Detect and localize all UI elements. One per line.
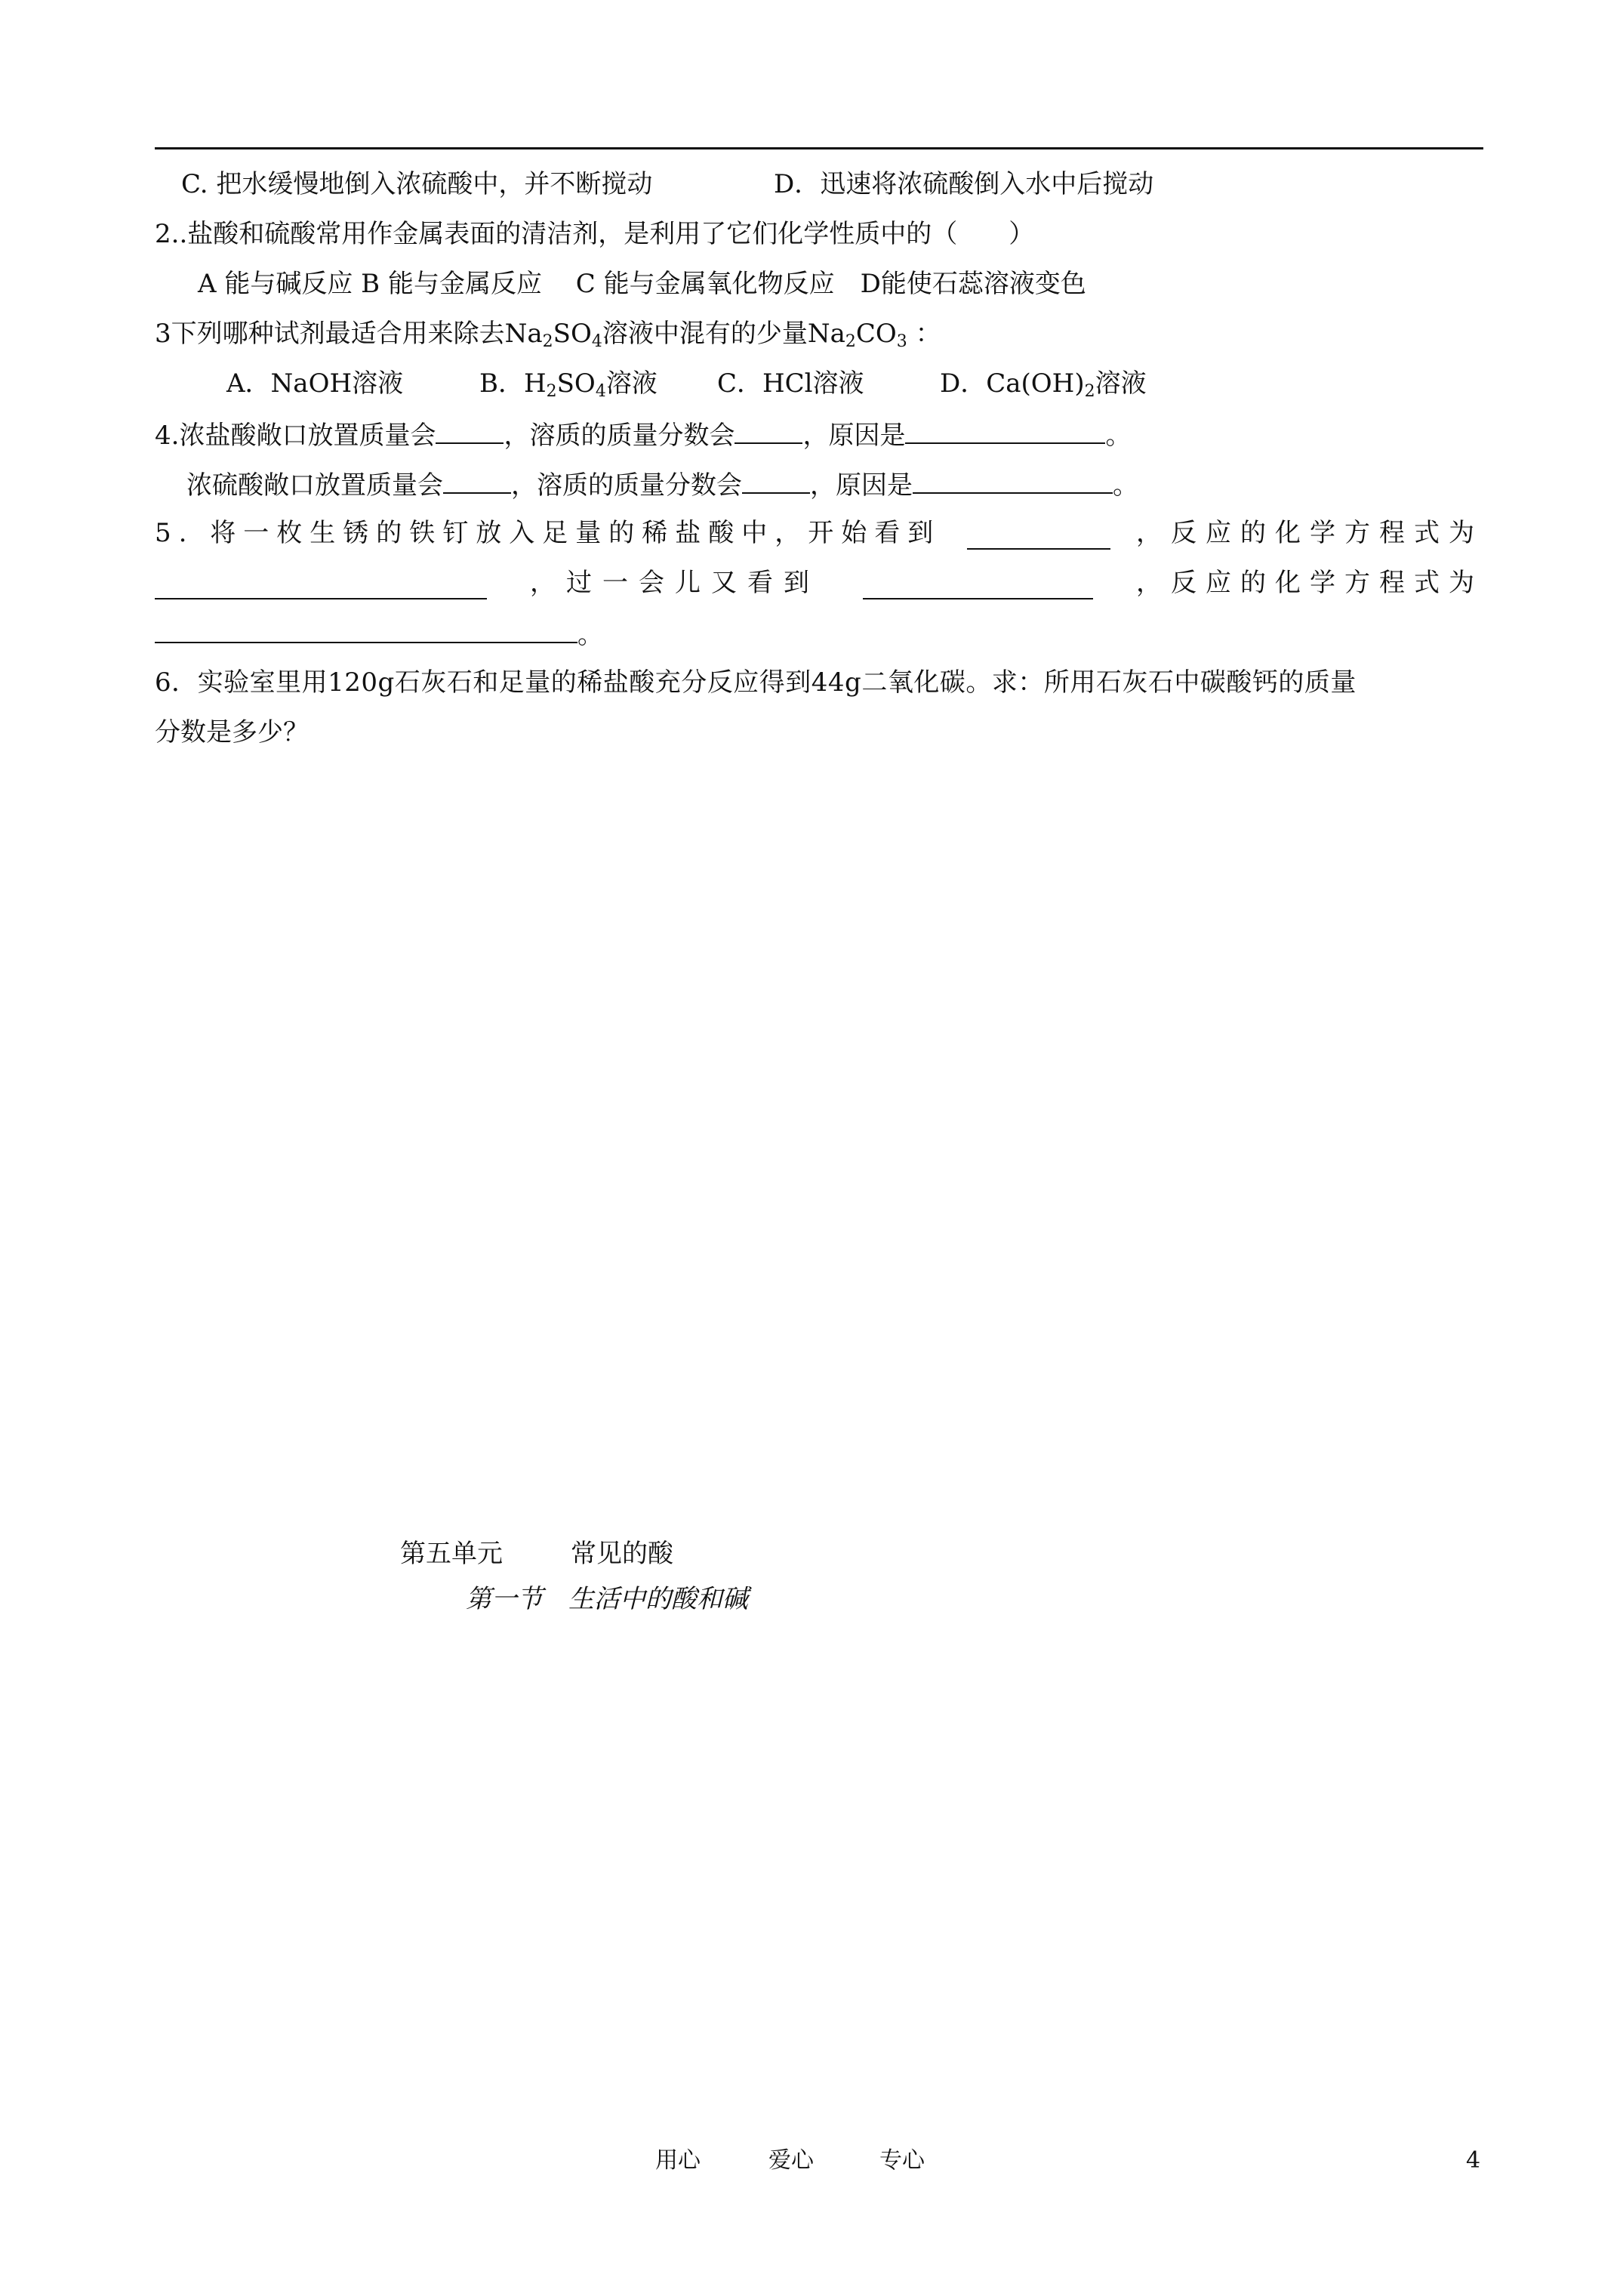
- q6-line-2: 分数是多少？: [155, 717, 309, 747]
- page-number: 4: [1466, 2147, 1481, 2174]
- header-rule: [155, 147, 1483, 149]
- answer-blank[interactable]: [913, 467, 1113, 494]
- footer-motto-3: 专心: [879, 2147, 925, 2174]
- q3-option-a: A．NaOH溶液: [226, 368, 404, 399]
- q3-stem-mid: 溶液中混有的少量: [602, 319, 808, 349]
- answer-blank[interactable]: [905, 417, 1105, 444]
- answer-blank[interactable]: [155, 572, 487, 599]
- answer-blank[interactable]: [742, 467, 810, 494]
- q3-na2so4: $Na_2SO_4$: [504, 319, 602, 351]
- q5-line1-text: 5. 将一枚生锈的铁钉放入足量的稀盐酸中，开始看到: [155, 518, 941, 548]
- q1-option-d: D．迅速将浓硫酸倒入水中后搅动: [774, 169, 1154, 199]
- answer-blank[interactable]: [863, 572, 1093, 599]
- q3-option-b: B．$H_2SO_4$溶液: [479, 368, 658, 401]
- answer-blank[interactable]: [967, 522, 1110, 550]
- q3-stem-end: ：: [915, 319, 941, 349]
- answer-blank[interactable]: [735, 417, 802, 444]
- q3-na2co3: $Na_2CO_3$: [807, 319, 907, 351]
- q3-option-d: D．$Ca(OH)_2$溶液: [940, 368, 1147, 401]
- q6-line-1: 6．实验室里用120g石灰石和足量的稀盐酸充分反应得到44g二氧化碳。求：所用石灰石中碳酸钙的质量: [155, 667, 1357, 698]
- unit-label: 第五单元: [400, 1539, 503, 1569]
- q2-options: A 能与碱反应 B 能与金属反应 C 能与金属氧化物反应 D能使石蕊溶液变色: [198, 269, 1086, 299]
- answer-blank[interactable]: [443, 467, 511, 494]
- q5-line-2: [155, 566, 1483, 599]
- answer-blank[interactable]: [155, 616, 577, 643]
- q1-option-c: C. 把水缓慢地倒入浓硫酸中，并不断搅动: [181, 169, 653, 199]
- q4-line-1: 4.浓盐酸敞口放置质量会 ，溶质的质量分数会 ，原因是 。: [155, 417, 1131, 452]
- q3-stem-prefix: 3下列哪种试剂最适合用来除去: [155, 319, 505, 349]
- answer-blank[interactable]: [436, 417, 504, 444]
- q5-line2-text-b: ，反应的化学方程式为: [1136, 568, 1483, 598]
- q5-line2-text-a: ，过一会儿又看到: [530, 568, 820, 598]
- q4-line-2: 浓硫酸敞口放置质量会 ，溶质的质量分数会 ，原因是 。: [186, 467, 1138, 502]
- q3-option-c: C．HCl溶液: [717, 368, 864, 399]
- footer-motto-1: 用心: [655, 2147, 701, 2174]
- q2-stem: 2..盐酸和硫酸常用作金属表面的清洁剂，是利用了它们化学性质中的（ ）: [155, 219, 1035, 249]
- q5-line-1: [155, 516, 1483, 550]
- q5-line-3: 。: [155, 616, 603, 652]
- q3-stem: [155, 317, 941, 350]
- q5-line1-text-b: ，反应的化学方程式为: [1136, 518, 1483, 548]
- unit-title: 常见的酸: [571, 1539, 673, 1569]
- lesson-title: 第一节 生活中的酸和碱: [466, 1584, 748, 1614]
- footer-motto-2: 爱心: [768, 2147, 814, 2174]
